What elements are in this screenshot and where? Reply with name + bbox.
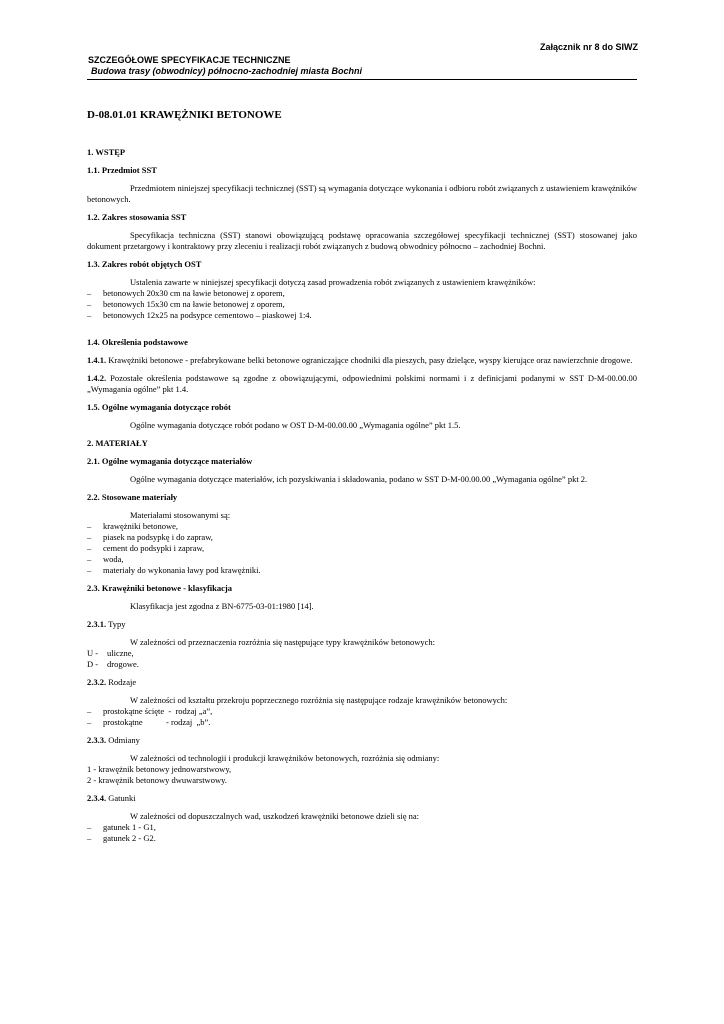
list-item	[87, 543, 637, 554]
section-1-2-heading: 1.2. Zakres stosowania SST	[87, 212, 187, 222]
annex-label: Załącznik nr 8 do SIWZ	[539, 42, 638, 52]
section-1-1-heading: 1.1. Przedmiot SST	[87, 165, 157, 175]
list-item	[87, 822, 637, 833]
list-item: 1 - krawężnik betonowy jednowarstwowy,	[87, 764, 232, 774]
section-2-3-2-heading	[87, 677, 637, 688]
list-item	[87, 554, 637, 565]
section-1-heading: 1. WSTĘP	[87, 147, 126, 157]
section-1-2-text: Specyfikacja techniczna (SST) stanowi obowiązującą podstawę opracowania szczegółowej specyfikacji technicznej (SST) stosowanej jako dokument przetargowy i kontraktowy przy zleceniu i realizacji robót związanych z budową obwodnicy północno – zachodniej Bochni.	[87, 230, 637, 251]
section-2-3-2-text: W zależności od kształtu przekroju poprzecznego rozróżnia się następujące rodzaje krawężników betonowych:	[130, 695, 508, 705]
list-marker: –	[87, 717, 92, 727]
section-2-2-heading: 2.2. Stosowane materiały	[87, 492, 178, 502]
list-item-text: betonowych 20x30 cm na ławie betonowej z oporem,	[103, 288, 285, 298]
list-marker: –	[87, 822, 92, 832]
list-item-text: uliczne,	[107, 648, 134, 658]
section-2-3-3-heading	[87, 735, 637, 746]
list-marker: –	[87, 706, 92, 716]
list-item	[87, 288, 637, 299]
definition-1-4-2	[87, 373, 637, 395]
list-marker: D -	[87, 659, 99, 669]
section-2-3-1-block	[87, 637, 637, 670]
document-body	[87, 110, 637, 851]
list-marker: –	[87, 565, 92, 575]
list-item	[87, 833, 637, 844]
document-title: D-08.01.01 KRAWĘŻNIKI BETONOWE	[87, 109, 282, 121]
list-item	[87, 717, 637, 728]
section-1-4-heading: 1.4. Określenia podstawowe	[87, 337, 188, 347]
list-item-text: woda,	[103, 554, 124, 564]
section-2-3-3-text: W zależności od technologii i produkcji krawężników betonowych, rozróżnia się odmiany:	[130, 753, 440, 763]
section-2-2-text: Materiałami stosowanymi są:	[130, 510, 231, 520]
section-2-heading: 2. MATERIAŁY	[87, 438, 148, 448]
list-item	[87, 565, 637, 576]
list-item-text: gatunek 2 - G2.	[103, 833, 156, 843]
list-item	[87, 521, 637, 532]
list-item-text: piasek na podsypkę i do zapraw,	[103, 532, 213, 542]
spacer	[87, 328, 637, 337]
subsection-label: Odmiany	[106, 735, 140, 745]
header-title: SZCZEGÓŁOWE SPECYFIKACJE TECHNICZNE	[88, 55, 291, 65]
section-1-3-text: Ustalenia zawarte w niniejszej specyfikacji dotyczą zasad prowadzenia robót związanych z ustawieniem krawężników:	[130, 277, 536, 287]
section-2-3-1-text: W zależności od przeznaczenia rozróżnia się następujące typy krawężników betonowych:	[130, 637, 435, 647]
list-item	[87, 532, 637, 543]
subsection-label: Gatunki	[106, 793, 136, 803]
list-marker: –	[87, 288, 92, 298]
list-marker: –	[87, 833, 92, 843]
subsection-label: Rodzaje	[106, 677, 137, 687]
definition-text: Krawężniki betonowe - prefabrykowane belki betonowe ograniczające chodniki dla pieszych, pasy dzielące, wyspy kierujące oraz nawierzchnie drogowe.	[106, 355, 633, 365]
section-1-5-text: Ogólne wymagania dotyczące robót podano w OST D-M-00.00.00 „Wymagania ogólne” pkt 1.5.	[130, 420, 461, 430]
section-2-3-4-heading	[87, 793, 637, 804]
section-2-2-block	[87, 510, 637, 576]
section-2-3-4-text: W zależności od dopuszczalnych wad, uszkodzeń krawężniki betonowe dzieli się na:	[130, 811, 419, 821]
section-2-1-text: Ogólne wymagania dotyczące materiałów, ich pozyskiwania i składowania, podano w SST D-M-00.00.00 „Wymagania ogólne” pkt 2.	[130, 474, 588, 484]
list-marker: –	[87, 521, 92, 531]
section-2-3-heading: 2.3. Krawężniki betonowe - klasyfikacja	[87, 583, 232, 593]
list-item-text: materiały do wykonania ławy pod krawężniki.	[103, 565, 261, 575]
list-marker: –	[87, 532, 92, 542]
list-item-text: betonowych 12x25 na podsypce cementowo – piaskowej 1:4.	[103, 310, 312, 320]
list-item-text: drogowe.	[107, 659, 139, 669]
definition-text: Pozostałe określenia podstawowe są zgodne z obowiązującymi, odpowiednimi polskimi normami i z definicjami podanymi w SST D-M-00.00.00 „Wymagania ogólne” pkt 1.4.	[87, 373, 637, 394]
definition-1-4-1	[87, 355, 637, 366]
list-marker: U -	[87, 648, 99, 658]
list-item-text: cement do podsypki i zapraw,	[103, 543, 205, 553]
list-item-text: krawężniki betonowe,	[103, 521, 179, 531]
list-item	[87, 310, 637, 321]
section-2-3-text: Klasyfikacja jest zgodna z BN-6775-03-01:1980 [14].	[130, 601, 314, 611]
definition-number: 1.4.1.	[87, 355, 107, 365]
list-item	[87, 648, 637, 659]
section-2-3-2-block	[87, 695, 637, 728]
list-marker: –	[87, 310, 92, 320]
subsection-label: Typy	[106, 619, 126, 629]
list-marker: –	[87, 299, 92, 309]
definition-number: 1.4.2.	[87, 373, 107, 383]
section-1-3-block	[87, 277, 637, 321]
section-1-1-text: Przedmiotem niniejszej specyfikacji technicznej (SST) są wymagania dotyczące wykonania i odbioru robót związanych z ustawieniem krawężników betonowych.	[87, 183, 637, 204]
section-2-3-1-heading	[87, 619, 637, 630]
header-divider	[87, 79, 637, 80]
list-item-text: prostokątne - rodzaj „b”.	[103, 717, 211, 727]
section-1-3-heading: 1.3. Zakres robót objętych OST	[87, 259, 202, 269]
subsection-number: 2.3.1.	[87, 619, 107, 629]
header-subtitle: Budowa trasy (obwodnicy) północno-zachodniej miasta Bochni	[91, 66, 363, 76]
section-2-3-3-block	[87, 753, 637, 786]
list-item-text: gatunek 1 - G1,	[103, 822, 156, 832]
subsection-number: 2.3.4.	[87, 793, 107, 803]
list-item-text: betonowych 15x30 cm na ławie betonowej z oporem,	[103, 299, 285, 309]
list-item	[87, 706, 637, 717]
section-1-5-heading: 1.5. Ogólne wymagania dotyczące robót	[87, 402, 231, 412]
list-marker: –	[87, 554, 92, 564]
section-2-1-heading: 2.1. Ogólne wymagania dotyczące materiałów	[87, 456, 253, 466]
list-item-text: prostokątne ścięte - rodzaj „a”,	[103, 706, 213, 716]
list-marker: –	[87, 543, 92, 553]
list-item	[87, 659, 637, 670]
subsection-number: 2.3.3.	[87, 735, 107, 745]
list-item	[87, 299, 637, 310]
section-2-3-4-block	[87, 811, 637, 844]
list-item: 2 - krawężnik betonowy dwuwarstwowy.	[87, 775, 227, 785]
subsection-number: 2.3.2.	[87, 677, 107, 687]
